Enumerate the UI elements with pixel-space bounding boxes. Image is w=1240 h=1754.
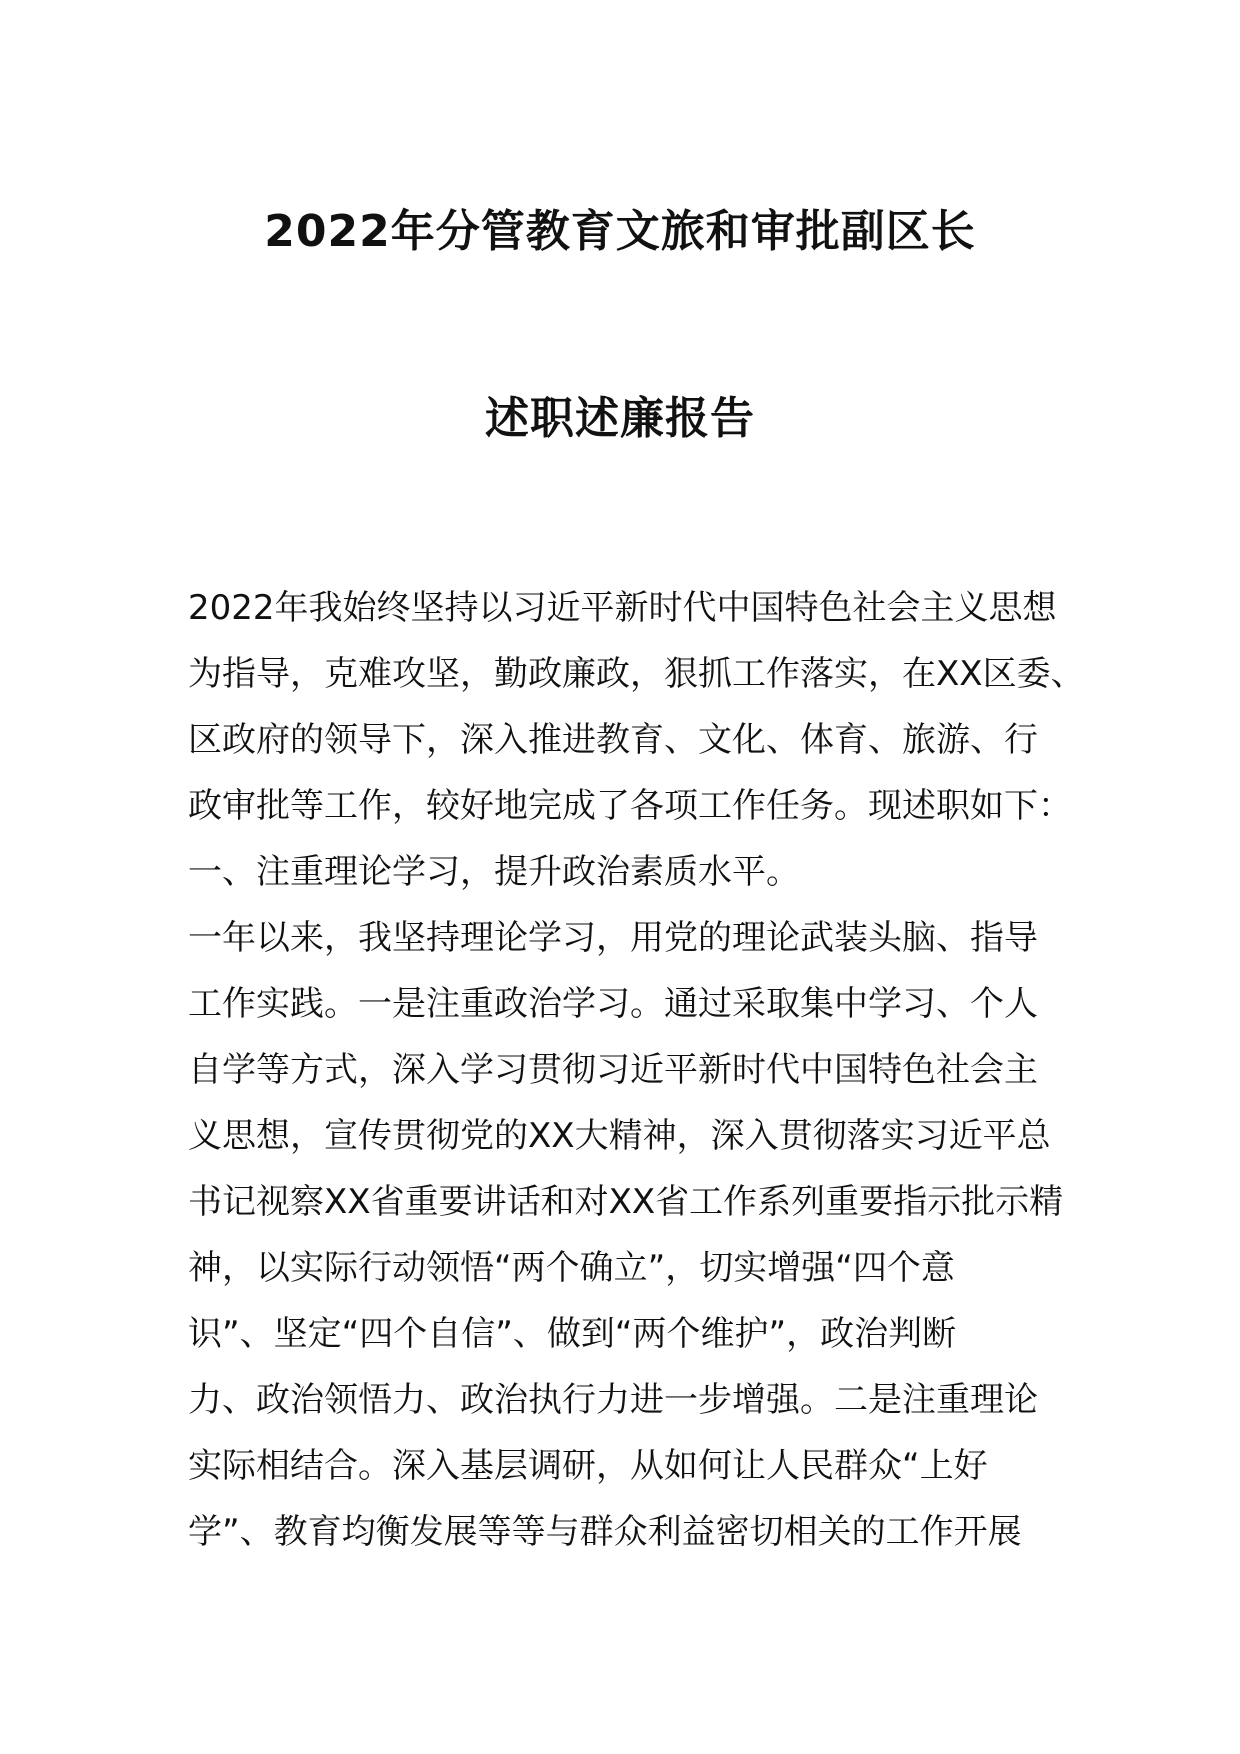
body-line: 自学等方式，深入学习贯彻习近平新时代中国特色社会主: [188, 1050, 1038, 1090]
body-line: 识”、坚定“四个自信”、做到“两个维护”，政治判断: [188, 1314, 957, 1354]
body-line: 神，以实际行动领悟“两个确立”，切实增强“四个意: [188, 1248, 955, 1288]
document-title-line-1: 2022年分管教育文旅和审批副区长: [264, 206, 976, 257]
section-heading: 一、注重理论学习，提升政治素质水平。: [188, 852, 800, 892]
document-title-line-2: 述职述廉报告: [485, 393, 755, 444]
body-line: 区政府的领导下，深入推进教育、文化、体育、旅游、行: [188, 720, 1038, 760]
body-line: 书记视察XX省重要讲话和对XX省工作系列重要指示批示精: [188, 1182, 1064, 1222]
document-body: [188, 575, 1088, 1565]
body-line: 学”、教育均衡发展等等与群众利益密切相关的工作开展: [188, 1512, 1022, 1552]
body-line: 义思想，宣传贯彻党的XX大精神，深入贯彻落实习近平总: [188, 1116, 1051, 1156]
body-line: 力、政治领悟力、政治执行力进一步增强。二是注重理论: [188, 1380, 1038, 1420]
body-line: 政审批等工作，较好地完成了各项工作任务。现述职如下：: [188, 786, 1072, 826]
body-line: 实际相结合。深入基层调研，从如何让人民群众“上好: [188, 1446, 988, 1486]
body-line: 为指导，克难攻坚，勤政廉政，狠抓工作落实，在XX区委、: [188, 654, 1085, 694]
body-line: 工作实践。一是注重政治学习。通过采取集中学习、个人: [188, 984, 1038, 1024]
body-line: 2022年我始终坚持以习近平新时代中国特色社会主义思想: [188, 588, 1057, 628]
body-line: 一年以来，我坚持理论学习，用党的理论武装头脑、指导: [188, 918, 1038, 958]
